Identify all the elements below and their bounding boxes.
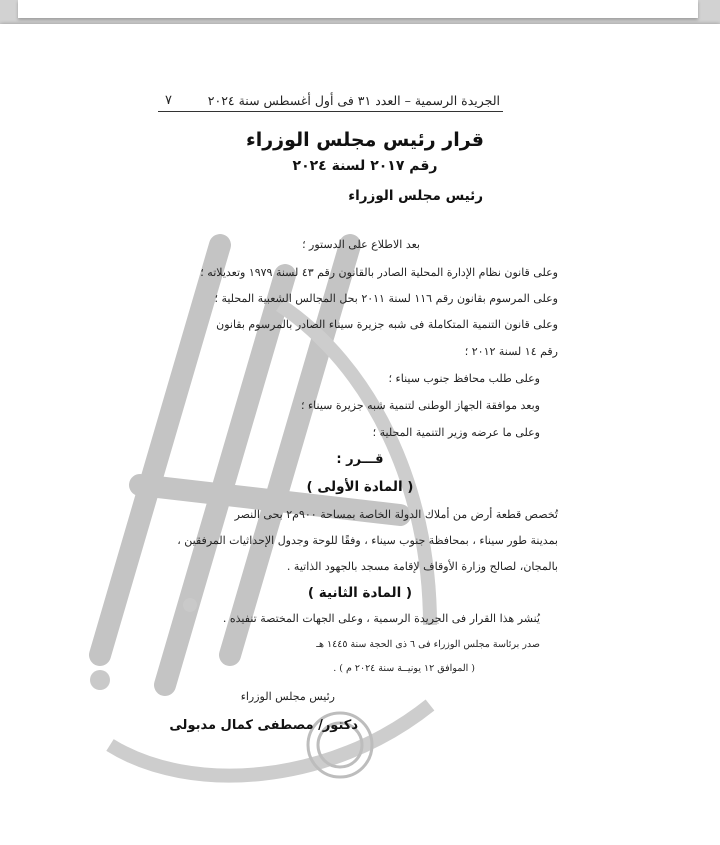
header-divider <box>158 111 503 112</box>
preamble-line: وعلى طلب محافظ جنوب سيناء ؛ <box>388 372 540 385</box>
preamble-line: وعلى قانون نظام الإدارة المحلية الصادر بالقانون رقم ٤٣ لسنة ١٩٧٩ وتعديلاته ؛ <box>200 266 558 279</box>
article-1-heading: ( المادة الأولى ) <box>306 479 414 495</box>
article-2-heading: ( المادة الثانية ) <box>307 585 413 601</box>
issued-date-gregorian: ( الموافق ١٢ يونيــة سنة ٢٠٢٤ م ) . <box>333 663 475 674</box>
decision-number: رقم ٢٠١٧ لسنة ٢٠٢٤ <box>292 158 438 174</box>
preamble-line: رقم ١٤ لسنة ٢٠١٢ ؛ <box>464 345 558 358</box>
gazette-header <box>165 93 500 113</box>
signatory-name: دكتور/ مصطفى كمال مدبولى <box>169 718 358 733</box>
preamble-line: وعلى قانون التنمية المتكاملة فى شبه جزيرة سيناء الصادر بالمرسوم بقانون <box>216 318 558 331</box>
article-1-line: بالمجان، لصالح وزارة الأوقاف لإقامة مسجد بالجهود الذاتية . <box>286 560 558 573</box>
preamble-line: وبعد موافقة الجهاز الوطنى لتنمية شبه جزيرة سيناء ؛ <box>301 399 540 412</box>
issued-date-hijri: صدر برئاسة مجلس الوزراء فى ٦ ذى الحجة سنة ١٤٤٥ هـ <box>316 639 540 650</box>
issuer-heading: رئيس مجلس الوزراء <box>348 188 483 204</box>
gazette-title: الجريدة الرسمية – العدد ٣١ فى أول أغسطس سنة ٢٠٢٤ <box>207 93 500 108</box>
article-2-line: يُنشر هذا القرار فى الجريدة الرسمية ، وعلى الجهات المختصة تنفيذه . <box>222 612 540 625</box>
preamble-line: وعلى ما عرضه وزير التنمية المحلية ؛ <box>372 426 540 439</box>
page-number: ٧ <box>165 93 172 108</box>
preamble-line: وعلى المرسوم بقانون رقم ١١٦ لسنة ٢٠١١ بحل المجالس الشعبية المحلية ؛ <box>214 292 558 305</box>
preamble-line: بعد الاطلاع على الدستور ؛ <box>302 238 420 251</box>
decided-heading: قـــرر : <box>336 452 384 467</box>
decision-title: قرار رئيس مجلس الوزراء <box>246 129 484 151</box>
signatory-role: رئيس مجلس الوزراء <box>240 690 335 703</box>
article-1-line: بمدينة طور سيناء ، بمحافظة جنوب سيناء ، وفقًا للوحة وجدول الإحداثيات المرفقين ، <box>177 534 558 547</box>
article-1-line: تُخصص قطعة أرض من أملاك الدولة الخاصة بمساحة ٩٠٠م٢ بحى النصر <box>234 508 558 521</box>
